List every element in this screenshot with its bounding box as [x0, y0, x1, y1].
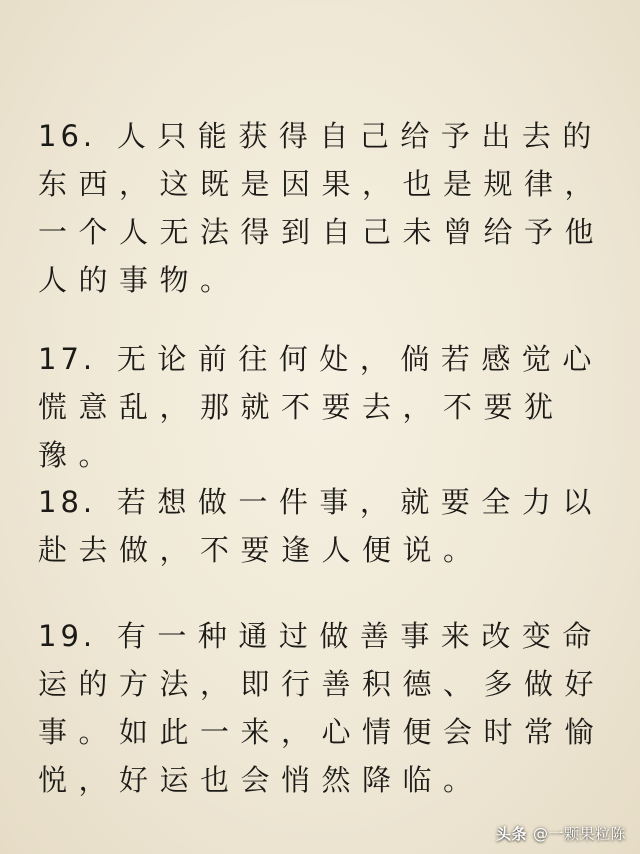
entry-18	[38, 478, 610, 574]
entry-text: 有一种通过做善事来改变命 运的方法，即行善积德、多做好 事。如此一来，心情便会时常愉 悦，好运也会悄然降临。	[38, 619, 606, 797]
entry-text: 无论前往何处，倘若感觉心 慌意乱，那就不要去，不要犹豫。	[38, 342, 603, 472]
entry-17	[38, 335, 610, 479]
entry-text: 若想做一件事，就要全力以 赴去做，不要逢人便说。	[38, 485, 603, 567]
watermark	[496, 823, 626, 844]
entry-number: 16.	[38, 119, 97, 153]
watermark-brand: 头条	[495, 825, 527, 843]
entry-16	[38, 112, 610, 304]
entry-number: 19.	[38, 619, 97, 653]
watermark-handle: @一颗果粒陈	[532, 825, 626, 843]
entry-19	[38, 612, 610, 804]
entry-text: 人只能获得自己给予出去的 东西，这既是因果，也是规律， 一个人无法得到自己未曾给予他 人的事物。	[38, 119, 606, 297]
entry-number: 18.	[38, 485, 97, 519]
entry-number: 17.	[38, 342, 97, 376]
